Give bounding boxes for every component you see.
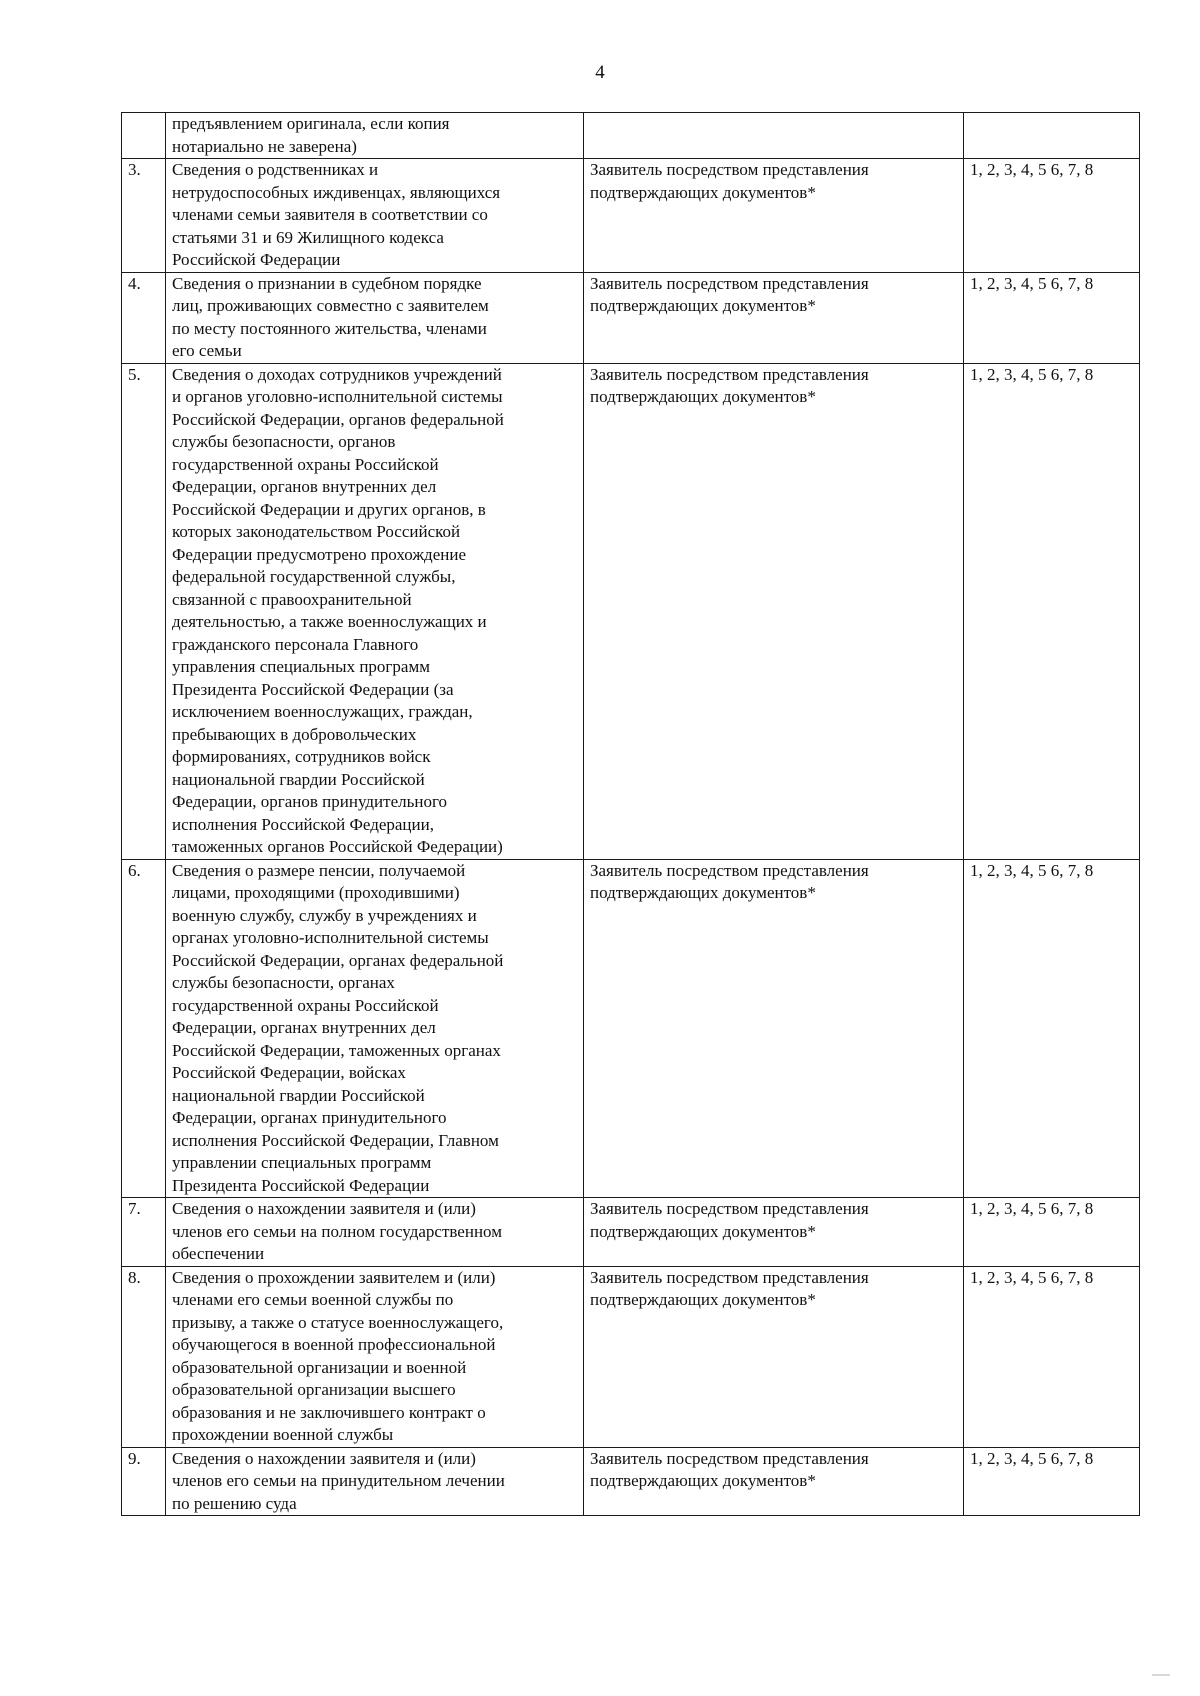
- row-references: 1, 2, 3, 4, 5 6, 7, 8: [964, 1198, 1140, 1267]
- description-line: исполнения Российской Федерации,: [172, 814, 434, 834]
- description-line: национальной гвардии Российской: [172, 1085, 425, 1105]
- row-source: [584, 272, 964, 363]
- table-row: [122, 859, 1140, 1198]
- description-line: членов его семьи на принудительном лечении: [172, 1471, 505, 1490]
- description-line: членами его семьи военной службы по: [172, 1290, 454, 1309]
- description-line: Российской Федерации: [172, 250, 341, 269]
- description-line: таможенных органов Российской Федерации): [172, 837, 503, 856]
- table-row: [122, 363, 1140, 859]
- row-number: 5.: [122, 363, 166, 859]
- description-line: государственной охраны Российской: [172, 995, 439, 1015]
- source-line: подтверждающих документов*: [590, 1471, 816, 1490]
- description-line: лиц, проживающих совместно с заявителем: [172, 296, 489, 315]
- row-source: [584, 363, 964, 859]
- description-line: призыву, а также о статусе военнослужащего,: [172, 1312, 504, 1332]
- description-line: Федерации, органов принудительного: [172, 792, 448, 811]
- row-source: [584, 1198, 964, 1267]
- row-description: [166, 159, 584, 273]
- description-line: государственной охраны Российской: [172, 454, 439, 474]
- source-line: Заявитель посредством представления: [590, 364, 869, 384]
- description-line: органах уголовно-исполнительной системы: [172, 928, 489, 947]
- description-line: его семьи: [172, 341, 242, 360]
- description-line: управлении специальных программ: [172, 1153, 432, 1172]
- description-line: военную службу, службу в учреждениях и: [172, 905, 477, 925]
- table-row: [122, 272, 1140, 363]
- source-line: Заявитель посредством представления: [590, 1267, 869, 1287]
- description-line: федеральной государственной службы,: [172, 567, 456, 586]
- row-description: [166, 1198, 584, 1267]
- source-line: Заявитель посредством представления: [590, 1448, 869, 1468]
- description-line: членами семьи заявителя в соответствии со: [172, 205, 488, 224]
- documents-table: [121, 112, 1140, 1516]
- description-line: Сведения о нахождении заявителя и (или): [172, 1448, 476, 1468]
- description-line: которых законодательством Российской: [172, 522, 461, 541]
- scan-mark: [1152, 1674, 1170, 1676]
- description-line: нотариально не заверена): [172, 136, 357, 156]
- description-line: Российской Федерации, органов федеральной: [172, 409, 504, 429]
- row-description: [166, 272, 584, 363]
- row-description: [166, 859, 584, 1198]
- source-line: подтверждающих документов*: [590, 387, 816, 406]
- description-line: исполнения Российской Федерации, Главном: [172, 1130, 499, 1150]
- description-line: предъявлением оригинала, если копия: [172, 114, 450, 133]
- row-description: [166, 1266, 584, 1447]
- description-line: Сведения о признании в судебном порядке: [172, 273, 482, 293]
- description-line: связанной с правоохранительной: [172, 589, 412, 609]
- row-description: [166, 1447, 584, 1516]
- page-number: 4: [595, 62, 605, 83]
- description-line: Сведения о размере пенсии, получаемой: [172, 860, 466, 880]
- row-references: [964, 113, 1140, 159]
- description-line: управления специальных программ: [172, 657, 430, 676]
- description-line: Федерации, органов внутренних дел: [172, 477, 437, 496]
- description-line: прохождении военной службы: [172, 1425, 394, 1444]
- description-line: Сведения о прохождении заявителем и (или): [172, 1267, 496, 1287]
- table-row: [122, 1198, 1140, 1267]
- row-source: [584, 159, 964, 273]
- row-references: 1, 2, 3, 4, 5 6, 7, 8: [964, 363, 1140, 859]
- description-line: формированиях, сотрудников войск: [172, 747, 431, 766]
- description-line: пребывающих в добровольческих: [172, 724, 417, 744]
- description-line: нетрудоспособных иждивенцах, являющихся: [172, 182, 501, 202]
- description-line: обучающегося в военной профессиональной: [172, 1335, 496, 1354]
- description-line: обеспечении: [172, 1244, 265, 1263]
- row-references: 1, 2, 3, 4, 5 6, 7, 8: [964, 159, 1140, 273]
- row-source: [584, 859, 964, 1198]
- description-line: национальной гвардии Российской: [172, 769, 425, 789]
- description-line: статьями 31 и 69 Жилищного кодекса: [172, 227, 444, 247]
- description-line: по решению суда: [172, 1493, 297, 1513]
- row-references: 1, 2, 3, 4, 5 6, 7, 8: [964, 272, 1140, 363]
- row-description: [166, 113, 584, 159]
- description-line: Российской Федерации, таможенных органах: [172, 1040, 501, 1060]
- description-line: образовательной организации и военной: [172, 1357, 467, 1377]
- description-line: Президента Российской Федерации: [172, 1175, 430, 1195]
- description-line: членов его семьи на полном государственном: [172, 1221, 502, 1241]
- row-number: 6.: [122, 859, 166, 1198]
- row-number: [122, 113, 166, 159]
- source-line: Заявитель посредством представления: [590, 273, 869, 293]
- source-line: подтверждающих документов*: [590, 883, 816, 902]
- source-line: подтверждающих документов*: [590, 296, 816, 315]
- description-line: Федерации, органах принудительного: [172, 1108, 447, 1127]
- description-line: Федерации, органах внутренних дел: [172, 1018, 436, 1037]
- row-source: [584, 1266, 964, 1447]
- description-line: Сведения о доходах сотрудников учреждений: [172, 364, 502, 384]
- description-line: Президента Российской Федерации (за: [172, 679, 454, 699]
- description-line: Российской Федерации, органах федеральной: [172, 950, 504, 970]
- source-line: Заявитель посредством представления: [590, 160, 869, 179]
- description-line: службы безопасности, органах: [172, 973, 395, 992]
- description-line: по месту постоянного жительства, членами: [172, 318, 487, 338]
- description-line: лицами, проходящими (проходившими): [172, 883, 460, 902]
- row-number: 3.: [122, 159, 166, 273]
- table-row: [122, 113, 1140, 159]
- source-line: Заявитель посредством представления: [590, 860, 869, 880]
- table-row: [122, 1266, 1140, 1447]
- description-line: службы безопасности, органов: [172, 432, 396, 451]
- description-line: деятельностью, а также военнослужащих и: [172, 612, 487, 631]
- description-line: Российской Федерации и других органов, в: [172, 499, 486, 519]
- description-line: образовательной организации высшего: [172, 1380, 456, 1399]
- description-line: Сведения о родственниках и: [172, 160, 379, 179]
- row-number: 8.: [122, 1266, 166, 1447]
- description-line: исключением военнослужащих, граждан,: [172, 702, 473, 721]
- table-row: [122, 159, 1140, 273]
- source-line: Заявитель посредством представления: [590, 1199, 869, 1218]
- description-line: Федерации предусмотрено прохождение: [172, 544, 466, 564]
- source-line: подтверждающих документов*: [590, 182, 816, 202]
- row-number: 9.: [122, 1447, 166, 1516]
- table-body: [122, 113, 1140, 1516]
- row-number: 7.: [122, 1198, 166, 1267]
- source-line: подтверждающих документов*: [590, 1221, 816, 1241]
- row-references: 1, 2, 3, 4, 5 6, 7, 8: [964, 859, 1140, 1198]
- description-line: Сведения о нахождении заявителя и (или): [172, 1199, 476, 1218]
- table-row: [122, 1447, 1140, 1516]
- description-line: образования и не заключившего контракт о: [172, 1402, 486, 1422]
- row-number: 4.: [122, 272, 166, 363]
- source-line: подтверждающих документов*: [590, 1290, 816, 1309]
- row-source: [584, 113, 964, 159]
- row-references: 1, 2, 3, 4, 5 6, 7, 8: [964, 1266, 1140, 1447]
- row-references: 1, 2, 3, 4, 5 6, 7, 8: [964, 1447, 1140, 1516]
- row-source: [584, 1447, 964, 1516]
- row-description: [166, 363, 584, 859]
- description-line: Российской Федерации, войсках: [172, 1063, 406, 1082]
- description-line: и органов уголовно-исполнительной системы: [172, 387, 503, 406]
- description-line: гражданского персонала Главного: [172, 634, 419, 654]
